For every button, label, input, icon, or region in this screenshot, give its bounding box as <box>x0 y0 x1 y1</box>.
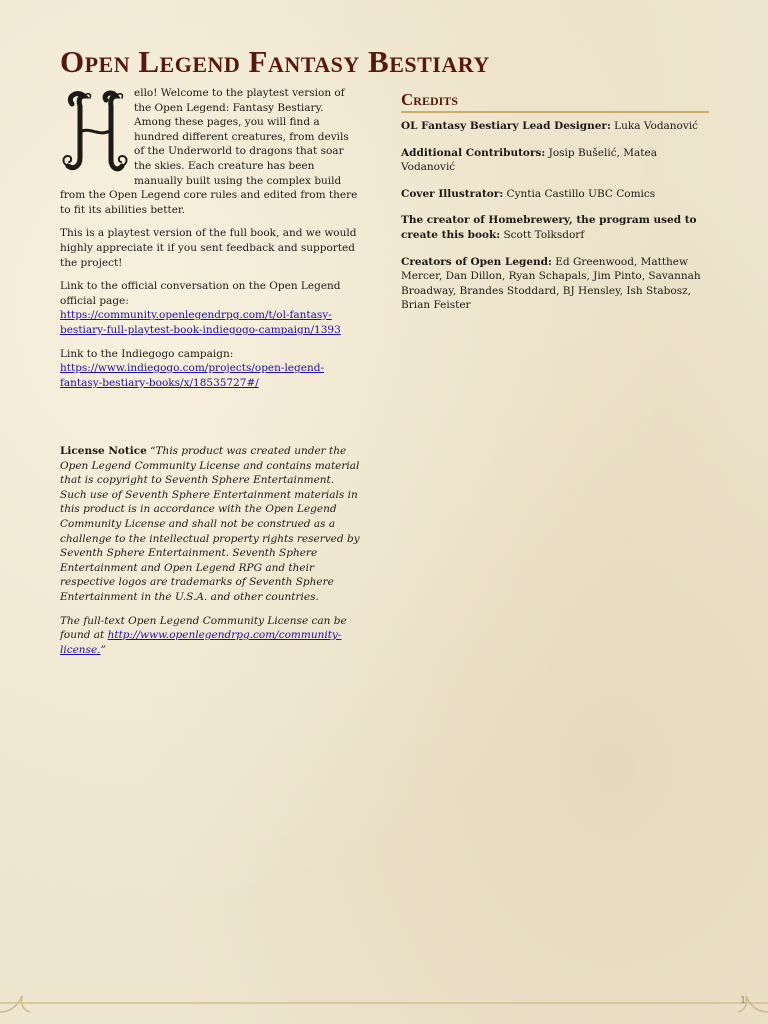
license-fulltext-paragraph: The full-text Open Legend Community License can be found at http://www.openlegendrpg.com/community-license.” <box>60 614 347 656</box>
credit-open-legend-creators: Creators of Open Legend: Ed Greenwood, Matthew Mercer, Dan Dillon, Ryan Schapals, Jim Pinto, Savannah Broadway, Brandes Stoddard, BJ Hensley, Ish Stabosz, Brian Feister <box>401 255 701 312</box>
license-text: “This product was created under the Open Legend Community License and contains material that is copyright to Seventh Sphere Entertainment. Such use of Seventh Sphere Entertainment materials in this product is in accordance with the Open Legend Community License and shall not be construed as a challenge to the intellectual property rights reserved by Seventh Sphere Entertainment. Seventh Sphere Entertainment and Open Legend RPG and their respective logos are trademarks of Seventh Sphere Entertainment in the U.S.A. and other countries. <box>60 445 360 603</box>
page-number: 1 <box>740 996 746 1006</box>
left-column <box>60 86 360 399</box>
conversation-paragraph: Link to the official conversation on the Open Legend official page: https://community.openlegendrpg.com/t/ol-fantasy-bestiary-full-playtest-book-indiegogo-campaign/1393 <box>60 280 341 336</box>
dropcap-letter-h-icon <box>58 86 130 178</box>
page-title: Open Legend Fantasy Bestiary <box>60 44 490 79</box>
license-paragraph <box>60 444 360 605</box>
indiegogo-link[interactable]: https://www.indiegogo.com/projects/open-legend-fantasy-bestiary-books/x/18535727#/ <box>60 362 324 389</box>
credits-section <box>401 90 709 325</box>
credits-heading: Credits <box>401 90 709 113</box>
indiegogo-paragraph: Link to the Indiegogo campaign: https://www.indiegogo.com/projects/open-legend-fantasy-bestiary-books/x/18535727#/ <box>60 347 324 389</box>
credit-contributors: Additional Contributors: Josip Bušelić, Matea Vodanović <box>401 146 657 174</box>
license-link[interactable]: http://www.openlegendrpg.com/community-license. <box>60 629 342 656</box>
footer-rule <box>0 1002 768 1004</box>
credit-lead-designer: OL Fantasy Bestiary Lead Designer: Luka Vodanović <box>401 120 699 132</box>
license-label: License Notice <box>60 445 147 457</box>
playtest-paragraph: This is a playtest version of the full book, and we would highly appreciate it if you sent feedback and supported the project! <box>60 227 357 269</box>
credit-homebrewery: The creator of Homebrewery, the program used to create this book: Scott Tolksdorf <box>401 214 697 241</box>
community-link[interactable]: https://community.openlegendrpg.com/t/ol-fantasy-bestiary-full-playtest-book-indiegogo-campaign/1393 <box>60 309 341 336</box>
intro-paragraph: ello! Welcome to the playtest version of the Open Legend: Fantasy Bestiary. Among these pages, you will find a hundred different creatures, from devils of the Underworld to dragons that soar the skies. Each creature has been manually built using the complex build from the Open Legend core rules and edited from there to fit its abilities better. <box>60 87 358 216</box>
license-notice <box>60 444 360 666</box>
credit-cover-illustrator: Cover Illustrator: Cyntia Castillo UBC Comics <box>401 187 656 200</box>
footer-ornament-left-icon <box>0 992 30 1016</box>
